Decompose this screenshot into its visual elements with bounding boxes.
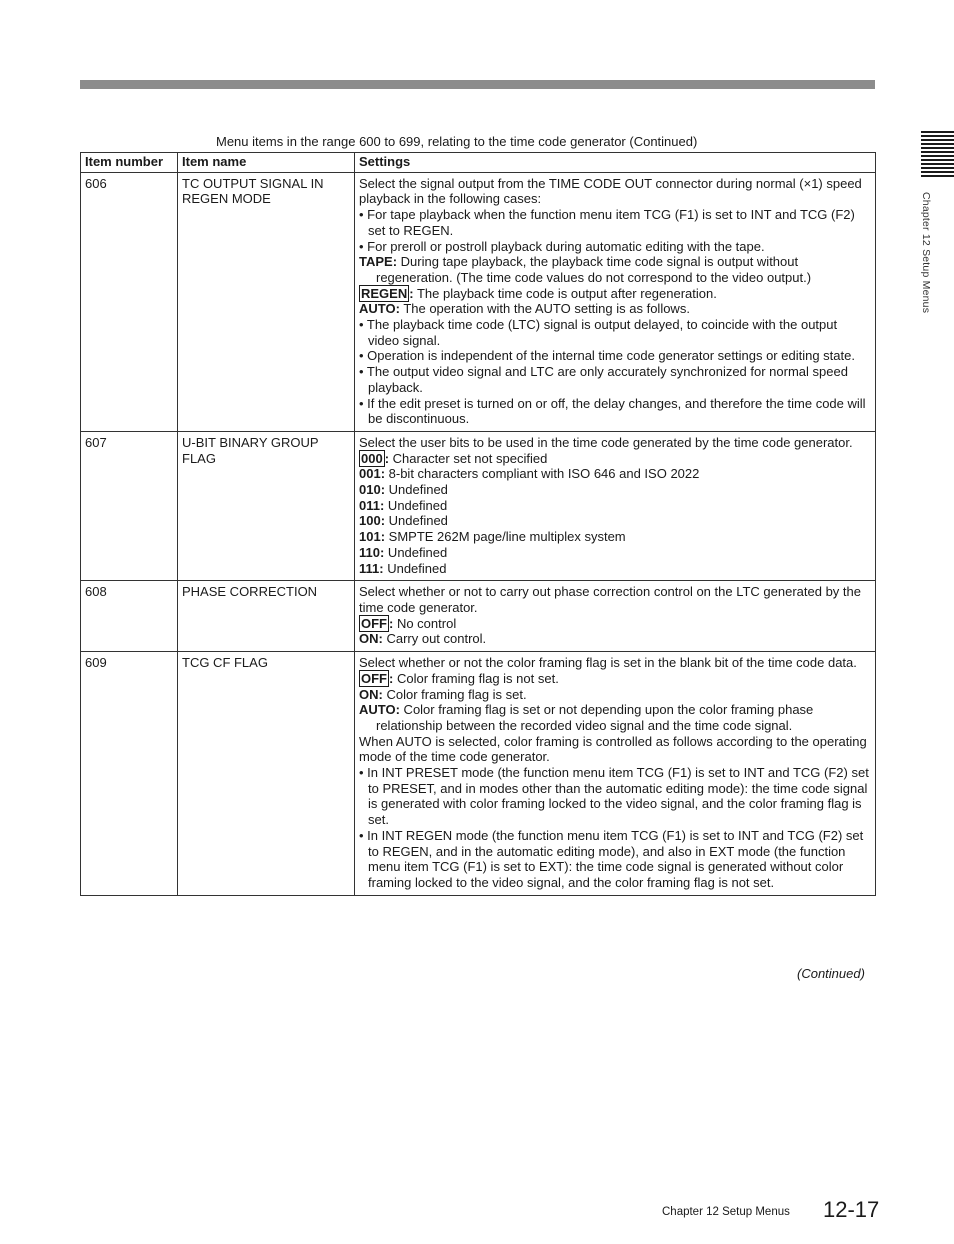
item-number: 606 [81,172,178,431]
option-key: TAPE: [359,254,398,270]
option-key: 111: [359,560,384,576]
option-desc: During tape playback, the playback time code signal is output without regeneration. (The time code values do not correspond to the video output.) [376,254,812,285]
footer-chapter: Chapter 12 Setup Menus [662,1206,790,1218]
settings-bullet: • The output video signal and LTC are only accurately synchronized for normal speed playback. [359,364,848,395]
chapter-side-label: Chapter 12 Setup Menus [920,192,932,314]
header-settings: Settings [355,153,876,173]
settings-option [359,466,871,482]
settings-text: Select whether or not the color framing flag is set in the blank bit of the time code data. [359,655,857,671]
page-number: 12-17 [823,1197,880,1222]
settings-option [359,529,871,545]
settings-option [359,631,871,647]
item-name: TC OUTPUT SIGNAL IN REGEN MODE [178,172,355,431]
item-settings [355,172,876,431]
settings-option [359,254,871,285]
settings-option [359,702,871,733]
option-key: 001: [359,466,386,482]
option-key: ON: [359,686,383,702]
settings-option [359,482,871,498]
option-desc: SMPTE 262M page/line multiplex system [385,529,626,545]
option-colon: : [389,670,394,686]
item-settings [355,652,876,896]
option-key: 010: [359,482,386,498]
settings-text: Select whether or not to carry out phase correction control on the LTC generated by the time code generator. [359,584,861,615]
continued-note: (Continued) [797,966,865,981]
settings-bullet: • The playback time code (LTC) signal is output delayed, to coincide with the output video signal. [359,317,838,348]
option-desc: Undefined [384,497,448,513]
option-colon: : [384,450,390,466]
option-key: 100: [359,513,386,529]
settings-bullet: • Operation is independent of the internal time code generator settings or editing state. [359,348,855,364]
header-item-name: Item name [178,153,355,173]
settings-option [359,687,871,703]
settings-bullet: • For preroll or postroll playback during automatic editing with the tape. [359,238,765,254]
option-key: AUTO: [359,702,400,718]
settings-option-default [359,286,871,302]
option-key: 011: [359,497,385,513]
settings-text: When AUTO is selected, color framing is controlled as follows according to the operating mode of the time code generator. [359,733,867,765]
settings-bullet: • In INT PRESET mode (the function menu item TCG (F1) is set to INT and TCG (F2) set to PRESET, and in modes other than the automatic editing mode): the time code signal is generated with color framing locked to the video signal, and the color framing flag is set. [359,765,869,828]
settings-bullet: • For tape playback when the function menu item TCG (F1) is set to INT and TCG (F2) set to REGEN. [359,207,855,238]
settings-option [359,545,871,561]
chapter-tab-marker [921,131,954,177]
option-desc: The operation with the AUTO setting is as follows. [399,301,690,317]
settings-option-default [359,616,871,632]
table-caption: Menu items in the range 600 to 699, relating to the time code generator (Continued) [216,134,698,149]
option-key: ON: [359,631,383,647]
item-name: PHASE CORRECTION [178,581,355,652]
table-row [81,431,876,580]
default-option-key: 000 [361,450,383,466]
option-colon: : [409,285,414,301]
settings-option [359,498,871,514]
option-desc: Undefined [383,560,447,576]
option-desc: No control [393,615,457,631]
item-settings [355,431,876,580]
header-rule [80,80,875,89]
option-key: 101: [359,529,386,545]
settings-text: Select the signal output from the TIME CODE OUT connector during normal (×1) speed playback in the following cases: [359,175,862,207]
table-header-row [81,153,876,173]
item-number: 608 [81,581,178,652]
settings-option [359,561,871,577]
default-option-key: OFF [361,670,387,686]
option-colon: : [389,615,394,631]
item-name: TCG CF FLAG [178,652,355,896]
option-desc: Undefined [385,513,448,529]
option-desc: Undefined [384,544,448,560]
item-settings [355,581,876,652]
option-desc: Carry out control. [382,631,487,647]
option-desc: Undefined [385,482,448,498]
default-option-key: REGEN [361,285,408,301]
option-key: AUTO: [359,301,400,317]
option-desc: Character set not specified [389,450,548,466]
settings-bullet: • In INT REGEN mode (the function menu item TCG (F1) is set to INT and TCG (F2) set to REGEN, and in the automatic editing mode), and also in EXT mode (the function menu item TCG (F1) is set to EXT): the time code signal is generated without color framing locked to the video signal, and the color framing flag is not set. [359,827,864,890]
settings-bullet: • If the edit preset is turned on or off, the delay changes, and therefore the time code will be discontinuous. [359,395,866,427]
table-row [81,652,876,896]
settings-option-default [359,451,871,467]
menu-items-table [80,152,876,896]
option-key: 110: [359,544,385,560]
default-option-key: OFF [361,615,387,631]
option-desc: Color framing flag is set or not depending upon the color framing phase relationship between the recorded video signal and the time code signal. [376,702,814,733]
header-item-number: Item number [81,153,178,173]
item-name: U-BIT BINARY GROUP FLAG [178,431,355,580]
table-row [81,172,876,431]
option-desc: Color framing flag is set. [382,686,527,702]
option-desc: The playback time code is output after regeneration. [413,285,717,301]
settings-option-default [359,671,871,687]
option-desc: 8-bit characters compliant with ISO 646 and ISO 2022 [385,466,700,482]
table-row [81,581,876,652]
item-number: 607 [81,431,178,580]
settings-option [359,301,871,317]
settings-option [359,513,871,529]
settings-text: Select the user bits to be used in the time code generated by the time code generator. [359,434,853,450]
item-number: 609 [81,652,178,896]
option-desc: Color framing flag is not set. [393,670,559,686]
